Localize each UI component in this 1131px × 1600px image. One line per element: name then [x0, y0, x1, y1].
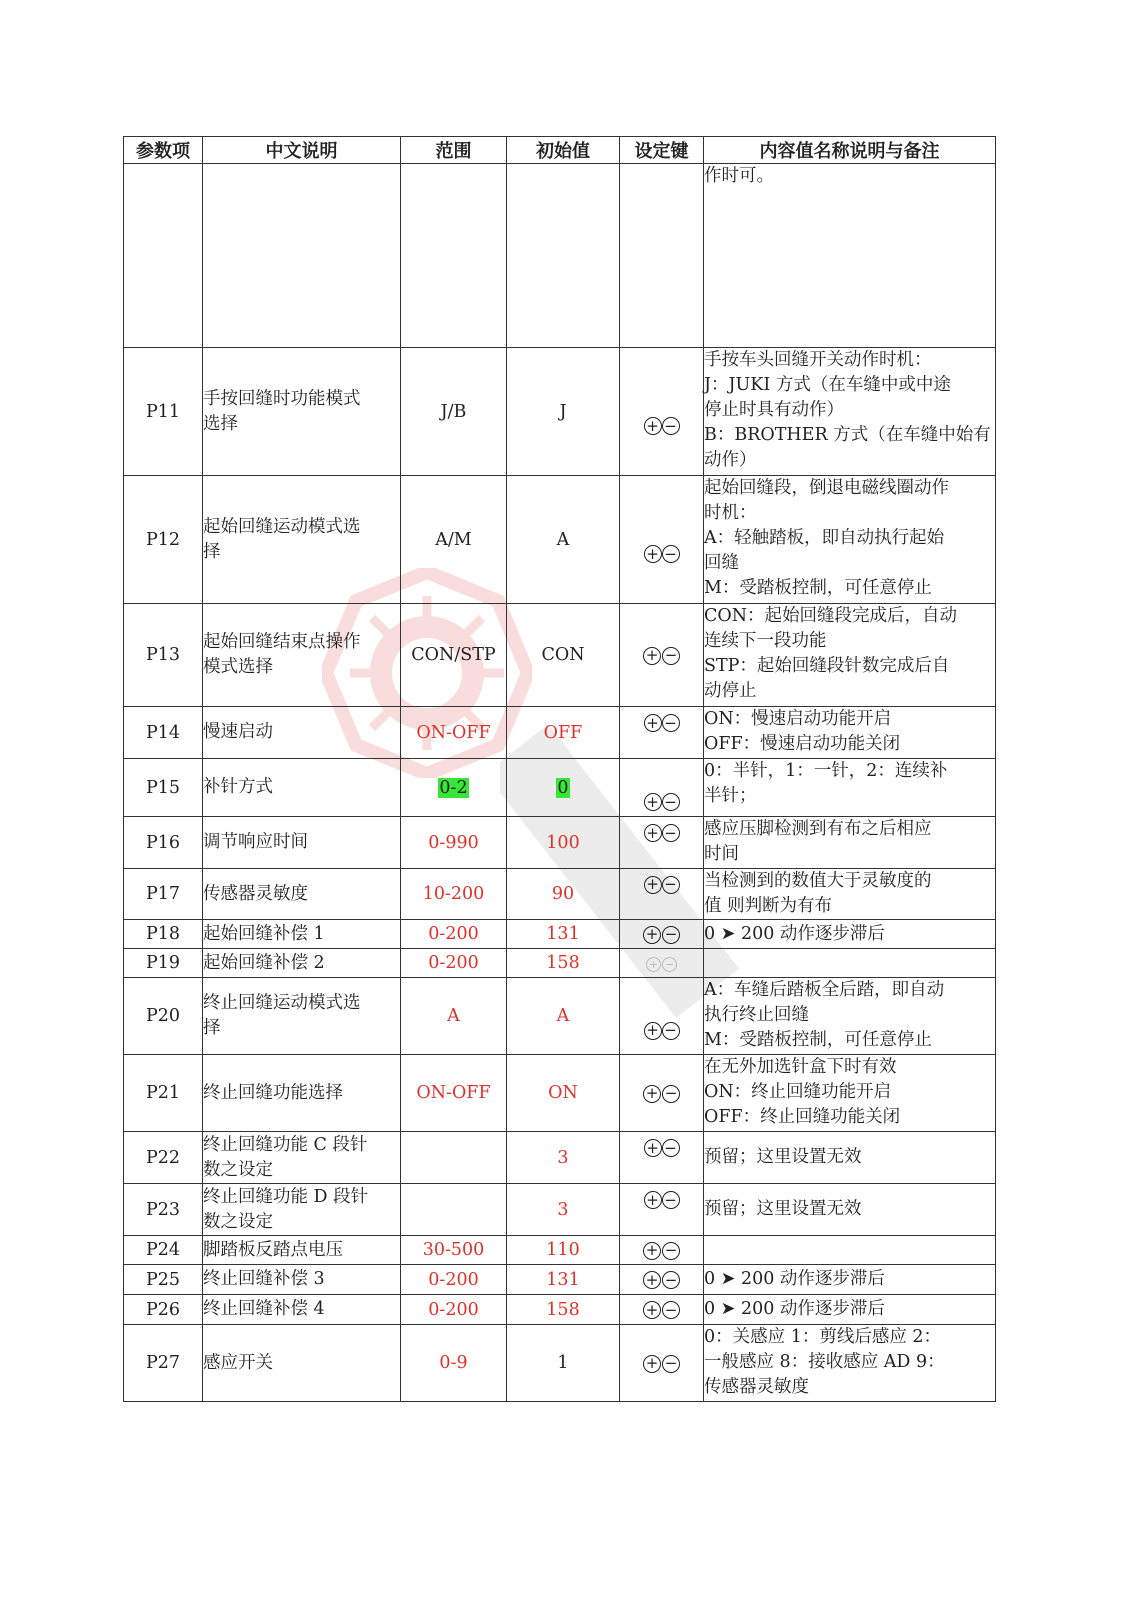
key-cell	[620, 1184, 704, 1236]
table-row	[124, 1265, 996, 1295]
plus-minus-keys[interactable]	[643, 1355, 680, 1373]
range-cell	[401, 164, 507, 348]
note-line: CON：起始回缝段完成后，自动	[704, 606, 958, 626]
note-line: 0：关感应 1：剪线后感应 2：	[704, 1327, 942, 1347]
note-cell	[704, 1132, 996, 1184]
plus-key-icon[interactable]: +	[643, 1271, 661, 1289]
range-cell: 0-200	[401, 920, 507, 949]
range-cell: 0-9	[401, 1325, 507, 1402]
note-start: 0	[704, 1269, 716, 1289]
note-cell	[704, 920, 996, 949]
note-end: 200 动作逐步滞后	[740, 923, 885, 944]
key-cell	[620, 759, 704, 817]
range-cell: J/B	[401, 348, 507, 476]
note-cell	[704, 707, 996, 759]
note-line: 0：半针，1：一针，2：连续补	[704, 761, 948, 781]
note-cell	[704, 604, 996, 707]
plus-minus-keys[interactable]	[643, 1271, 680, 1289]
plus-key-icon[interactable]: +	[643, 1301, 661, 1319]
init-cell: 131	[507, 1265, 620, 1295]
key-cell	[620, 476, 704, 604]
note-line: 时机：	[704, 503, 757, 523]
minus-key-icon[interactable]: −	[662, 714, 680, 732]
note-cell	[704, 348, 996, 476]
key-cell	[620, 1132, 704, 1184]
table-row	[124, 978, 996, 1055]
plus-minus-keys[interactable]	[643, 1242, 680, 1260]
desc-line: 慢速启动	[203, 722, 273, 742]
minus-key-icon[interactable]: −	[662, 545, 680, 563]
desc-line: 起始回缝补偿 2	[203, 952, 325, 973]
init-cell: ON	[507, 1055, 620, 1132]
note-line: J：JUKI 方式（在车缝中或中途	[704, 375, 951, 395]
desc-cell	[203, 707, 401, 759]
header-param: 参数项	[124, 137, 203, 164]
plus-key-icon[interactable]: +	[643, 647, 661, 665]
table-row	[124, 949, 996, 978]
desc-cell	[203, 604, 401, 707]
param-cell: P13	[124, 604, 203, 707]
table-row	[124, 1132, 996, 1184]
note-cell	[704, 1295, 996, 1325]
desc-line: 调节响应时间	[203, 832, 308, 852]
table-row	[124, 707, 996, 759]
range-cell: A/M	[401, 476, 507, 604]
plus-minus-keys[interactable]	[620, 544, 703, 564]
desc-cell	[203, 1295, 401, 1325]
range-cell: A	[401, 978, 507, 1055]
plus-key-icon[interactable]: +	[644, 793, 662, 811]
arrow-icon: ➤	[720, 923, 736, 944]
range-cell: 0-200	[401, 1265, 507, 1295]
desc-line: 数之设定	[203, 1211, 273, 1232]
range-cell: ON-OFF	[401, 1055, 507, 1132]
note-line: 动停止	[704, 681, 757, 701]
desc-line: 模式选择	[203, 657, 273, 677]
param-cell: P27	[124, 1325, 203, 1402]
plus-minus-keys[interactable]	[620, 874, 703, 894]
header-key: 设定键	[620, 137, 704, 164]
note-cell	[704, 817, 996, 869]
key-cell	[620, 817, 704, 869]
desc-line: 起始回缝补偿 1	[203, 923, 325, 944]
note-line: 作时可。	[704, 166, 774, 186]
minus-key-icon[interactable]: −	[662, 793, 680, 811]
plus-minus-keys[interactable]	[643, 647, 680, 665]
key-cell	[620, 1265, 704, 1295]
note-line: A：轻触踏板，即自动执行起始	[704, 528, 945, 548]
table-row	[124, 1325, 996, 1402]
note-line: 预留；这里设置无效	[704, 1147, 862, 1167]
desc-line: 手按回缝时功能模式	[203, 388, 361, 409]
note-cell	[704, 978, 996, 1055]
key-cell	[620, 1325, 704, 1402]
init-cell: OFF	[507, 707, 620, 759]
desc-line: 补针方式	[203, 777, 273, 797]
plus-minus-keys[interactable]	[620, 1138, 703, 1158]
note-line: 在无外加选针盒下时有效	[704, 1057, 897, 1077]
key-cell	[620, 920, 704, 949]
table-row	[124, 164, 996, 348]
desc-line: 择	[203, 541, 221, 562]
desc-line: 择	[203, 1018, 221, 1038]
note-end: 200 动作逐步滞后	[740, 1269, 885, 1289]
header-desc: 中文说明	[203, 137, 401, 164]
desc-cell	[203, 869, 401, 920]
init-cell: 90	[507, 869, 620, 920]
minus-key-icon[interactable]: −	[662, 1301, 680, 1319]
param-cell: P16	[124, 817, 203, 869]
param-cell: P19	[124, 949, 203, 978]
range-cell: 0-200	[401, 949, 507, 978]
note-line: 值 则判断为有布	[704, 896, 833, 916]
plus-key-icon[interactable]: +	[644, 824, 662, 842]
note-line: A：车缝后踏板全后踏，即自动	[704, 980, 945, 1000]
key-cell	[620, 707, 704, 759]
desc-line: 起始回缝结束点操作	[203, 632, 361, 652]
desc-line: 数之设定	[203, 1159, 273, 1180]
plus-minus-keys[interactable]	[620, 1190, 703, 1210]
note-cell	[704, 949, 996, 978]
note-line: 传感器灵敏度	[704, 1377, 809, 1397]
arrow-icon: ➤	[720, 1299, 736, 1319]
range-cell: 0-990	[401, 817, 507, 869]
init-cell	[507, 759, 620, 817]
plus-key-icon[interactable]: +	[643, 1085, 661, 1103]
note-line: 当检测到的数值大于灵敏度的	[704, 871, 932, 891]
note-cell	[704, 1325, 996, 1402]
plus-key-icon[interactable]: +	[643, 1355, 661, 1373]
note-line: 一般感应 8：接收感应 AD 9：	[704, 1352, 945, 1372]
desc-line: 终止回缝功能 D 段针	[203, 1186, 369, 1207]
param-cell: P11	[124, 348, 203, 476]
parameter-table	[123, 136, 996, 1402]
param-cell: P12	[124, 476, 203, 604]
note-cell	[704, 759, 996, 817]
plus-minus-keys[interactable]	[646, 957, 677, 972]
table-row	[124, 920, 996, 949]
desc-cell	[203, 978, 401, 1055]
init-cell: A	[507, 978, 620, 1055]
plus-key-icon[interactable]: +	[644, 417, 662, 435]
minus-key-icon[interactable]: −	[662, 417, 680, 435]
arrow-icon: ➤	[720, 1269, 736, 1289]
note-cell	[704, 1265, 996, 1295]
note-line: B：BROTHER 方式（在车缝中始有	[704, 425, 991, 445]
key-cell	[620, 164, 704, 348]
minus-key-icon[interactable]: −	[662, 1355, 680, 1373]
header-note: 内容值名称说明与备注	[704, 137, 996, 164]
note-start: 0	[704, 923, 716, 944]
header-range: 范围	[401, 137, 507, 164]
desc-line: 脚踏板反踏点电压	[203, 1239, 343, 1260]
table-row	[124, 476, 996, 604]
note-end: 200 动作逐步滞后	[740, 1299, 885, 1319]
init-cell: 158	[507, 949, 620, 978]
plus-key-icon[interactable]: +	[644, 1139, 662, 1157]
note-line: M：受踏板控制，可任意停止	[704, 1030, 932, 1050]
desc-line: 传感器灵敏度	[203, 883, 308, 904]
note-cell	[704, 1055, 996, 1132]
desc-cell	[203, 920, 401, 949]
init-cell: 158	[507, 1295, 620, 1325]
minus-key-icon[interactable]: −	[662, 1139, 680, 1157]
init-cell: CON	[507, 604, 620, 707]
init-cell: 110	[507, 1236, 620, 1265]
note-start: 0	[704, 1299, 716, 1319]
init-cell: J	[507, 348, 620, 476]
init-cell: 3	[507, 1132, 620, 1184]
note-line: 停止时具有动作）	[704, 400, 844, 420]
plus-key-icon[interactable]: +	[644, 1022, 662, 1040]
note-line: 感应压脚检测到有布之后相应	[704, 819, 932, 839]
plus-minus-keys[interactable]	[620, 1020, 703, 1040]
desc-cell	[203, 1055, 401, 1132]
note-line: 连续下一段功能	[704, 631, 827, 651]
init-cell: 3	[507, 1184, 620, 1236]
init-cell	[507, 164, 620, 348]
minus-key-icon[interactable]: −	[662, 824, 680, 842]
table-row	[124, 1295, 996, 1325]
table-header-row	[124, 137, 996, 164]
init-cell: A	[507, 476, 620, 604]
desc-cell	[203, 949, 401, 978]
init-cell: 100	[507, 817, 620, 869]
param-cell: P24	[124, 1236, 203, 1265]
minus-key-icon[interactable]: −	[662, 957, 677, 972]
desc-line: 起始回缝运动模式选	[203, 516, 361, 537]
note-line: OFF：慢速启动功能关闭	[704, 734, 901, 754]
table-row	[124, 1055, 996, 1132]
range-cell: CON/STP	[401, 604, 507, 707]
desc-cell	[203, 1265, 401, 1295]
note-cell	[704, 1236, 996, 1265]
note-line: 半针；	[704, 786, 757, 806]
plus-key-icon[interactable]: +	[644, 876, 662, 894]
range-cell: ON-OFF	[401, 707, 507, 759]
key-cell	[620, 949, 704, 978]
param-cell: P17	[124, 869, 203, 920]
minus-key-icon[interactable]: −	[662, 926, 680, 944]
note-line: 动作）	[704, 450, 757, 470]
note-cell	[704, 1184, 996, 1236]
param-cell: P25	[124, 1265, 203, 1295]
note-line: OFF：终止回缝功能关闭	[704, 1107, 901, 1127]
desc-cell	[203, 1236, 401, 1265]
key-cell	[620, 978, 704, 1055]
param-cell	[124, 164, 203, 348]
minus-key-icon[interactable]: −	[662, 647, 680, 665]
desc-line: 终止回缝运动模式选	[203, 993, 361, 1013]
param-cell: P15	[124, 759, 203, 817]
table-row	[124, 1184, 996, 1236]
note-line: 执行终止回缝	[704, 1005, 809, 1025]
range-cell	[401, 759, 507, 817]
minus-key-icon[interactable]: −	[662, 876, 680, 894]
plus-minus-keys[interactable]	[620, 823, 703, 843]
desc-cell	[203, 1325, 401, 1402]
note-cell	[704, 164, 996, 348]
table-row	[124, 869, 996, 920]
desc-line: 选择	[203, 413, 238, 434]
plus-minus-keys[interactable]	[643, 1085, 680, 1103]
key-cell	[620, 1295, 704, 1325]
plus-key-icon[interactable]: +	[644, 1191, 662, 1209]
minus-key-icon[interactable]: −	[662, 1191, 680, 1209]
note-line: 手按车头回缝开关动作时机：	[704, 350, 932, 370]
plus-key-icon[interactable]: +	[643, 926, 661, 944]
note-cell	[704, 869, 996, 920]
key-cell	[620, 1236, 704, 1265]
desc-cell	[203, 476, 401, 604]
note-line: 回缝	[704, 553, 739, 573]
plus-minus-keys[interactable]	[620, 416, 703, 436]
plus-key-icon[interactable]: +	[644, 714, 662, 732]
plus-minus-keys[interactable]	[620, 713, 703, 733]
minus-key-icon[interactable]: −	[662, 1271, 680, 1289]
range-cell: 10-200	[401, 869, 507, 920]
plus-minus-keys[interactable]	[620, 792, 703, 812]
param-cell: P23	[124, 1184, 203, 1236]
note-line: 时间	[704, 844, 739, 864]
table-row	[124, 348, 996, 476]
plus-minus-keys[interactable]	[643, 926, 680, 944]
param-cell: P18	[124, 920, 203, 949]
plus-key-icon[interactable]: +	[644, 545, 662, 563]
desc-line: 终止回缝功能选择	[203, 1082, 343, 1103]
init-cell: 1	[507, 1325, 620, 1402]
note-cell	[704, 476, 996, 604]
minus-key-icon[interactable]: −	[662, 1022, 680, 1040]
plus-key-icon[interactable]: +	[643, 1242, 661, 1260]
desc-cell	[203, 164, 401, 348]
note-line: 起始回缝段，倒退电磁线圈动作	[704, 478, 949, 498]
minus-key-icon[interactable]: −	[662, 1242, 680, 1260]
note-line: ON：慢速启动功能开启	[704, 709, 892, 729]
range-cell	[401, 1184, 507, 1236]
key-cell	[620, 1055, 704, 1132]
param-cell: P21	[124, 1055, 203, 1132]
range-cell	[401, 1132, 507, 1184]
desc-cell	[203, 759, 401, 817]
key-cell	[620, 869, 704, 920]
note-line: ON：终止回缝功能开启	[704, 1082, 892, 1102]
table-row	[124, 817, 996, 869]
key-cell	[620, 348, 704, 476]
table-row	[124, 759, 996, 817]
highlighted-range: 0-2	[439, 777, 468, 798]
table-row	[124, 604, 996, 707]
param-cell: P20	[124, 978, 203, 1055]
highlighted-init: 0	[557, 777, 569, 798]
note-line: M：受踏板控制，可任意停止	[704, 578, 932, 598]
minus-key-icon[interactable]: −	[662, 1085, 680, 1103]
init-cell: 131	[507, 920, 620, 949]
desc-cell	[203, 1132, 401, 1184]
desc-cell	[203, 348, 401, 476]
param-cell: P14	[124, 707, 203, 759]
desc-cell	[203, 1184, 401, 1236]
desc-line: 终止回缝补偿 4	[203, 1299, 325, 1319]
desc-line: 终止回缝补偿 3	[203, 1269, 325, 1289]
plus-minus-keys[interactable]	[643, 1301, 680, 1319]
desc-line: 感应开关	[203, 1352, 273, 1373]
table-row	[124, 1236, 996, 1265]
note-line: 预留；这里设置无效	[704, 1199, 862, 1219]
note-line: STP：起始回缝段针数完成后自	[704, 656, 950, 676]
param-cell: P26	[124, 1295, 203, 1325]
key-cell	[620, 604, 704, 707]
header-init: 初始值	[507, 137, 620, 164]
range-cell: 30-500	[401, 1236, 507, 1265]
range-cell: 0-200	[401, 1295, 507, 1325]
param-cell: P22	[124, 1132, 203, 1184]
desc-cell	[203, 817, 401, 869]
desc-line: 终止回缝功能 C 段针	[203, 1134, 368, 1155]
plus-key-icon[interactable]: +	[646, 957, 661, 972]
